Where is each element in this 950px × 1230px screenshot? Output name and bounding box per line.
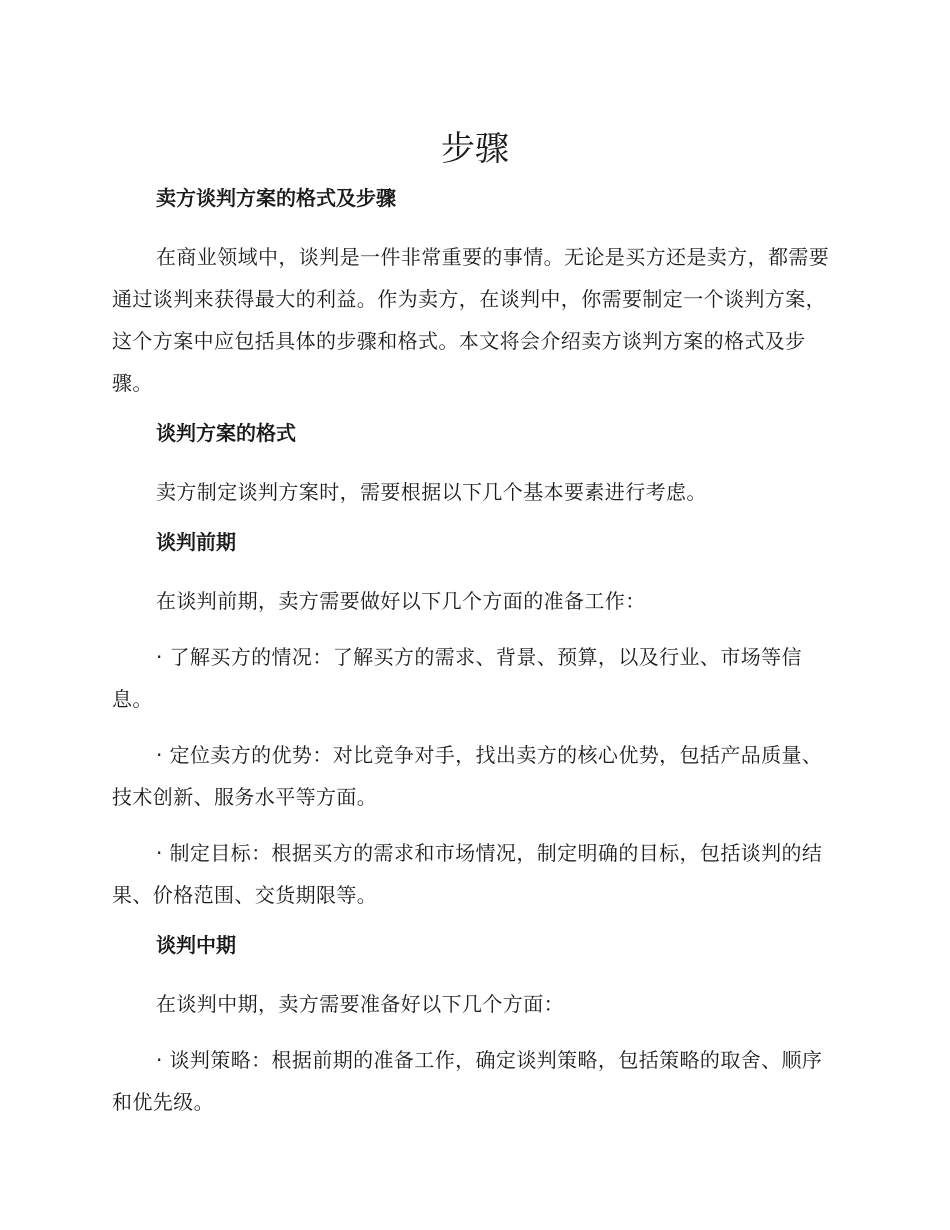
mid-stage-heading: 谈判中期 bbox=[156, 933, 236, 957]
page-title: 步骤 bbox=[441, 129, 509, 169]
format-paragraph: 卖方制定谈判方案时，需要根据以下几个基本要素进行考虑。 bbox=[156, 480, 707, 504]
format-heading: 谈判方案的格式 bbox=[156, 421, 296, 445]
bullet-item: · 制定目标：根据买方的需求和市场情况，制定明确的目标，包括谈判的结果、价格范围、交货期限等。 bbox=[112, 841, 823, 907]
bullet-item: · 定位卖方的优势：对比竞争对手，找出卖方的核心优势，包括产品质量、技术创新、服务水平等方面。 bbox=[112, 743, 823, 809]
bullet-item: · 谈判策略：根据前期的准备工作，确定谈判策略，包括策略的取舍、顺序和优先级。 bbox=[112, 1048, 823, 1114]
mid-stage-paragraph: 在谈判中期，卖方需要准备好以下几个方面： bbox=[156, 992, 564, 1016]
subtitle-heading: 卖方谈判方案的格式及步骤 bbox=[156, 186, 396, 210]
document-body bbox=[112, 181, 832, 1123]
early-stage-paragraph: 在谈判前期，卖方需要做好以下几个方面的准备工作： bbox=[156, 589, 646, 613]
bullet-item: · 了解买方的情况：了解买方的需求、背景、预算，以及行业、市场等信息。 bbox=[112, 645, 802, 711]
early-stage-heading: 谈判前期 bbox=[156, 530, 236, 554]
intro-paragraph: 在商业领域中，谈判是一件非常重要的事情。无论是买方还是卖方，都需要通过谈判来获得最大的利益。作为卖方，在谈判中，你需要制定一个谈判方案，这个方案中应包括具体的步骤和格式。本文将会介绍卖方谈判方案的格式及步骤。 bbox=[112, 245, 830, 395]
